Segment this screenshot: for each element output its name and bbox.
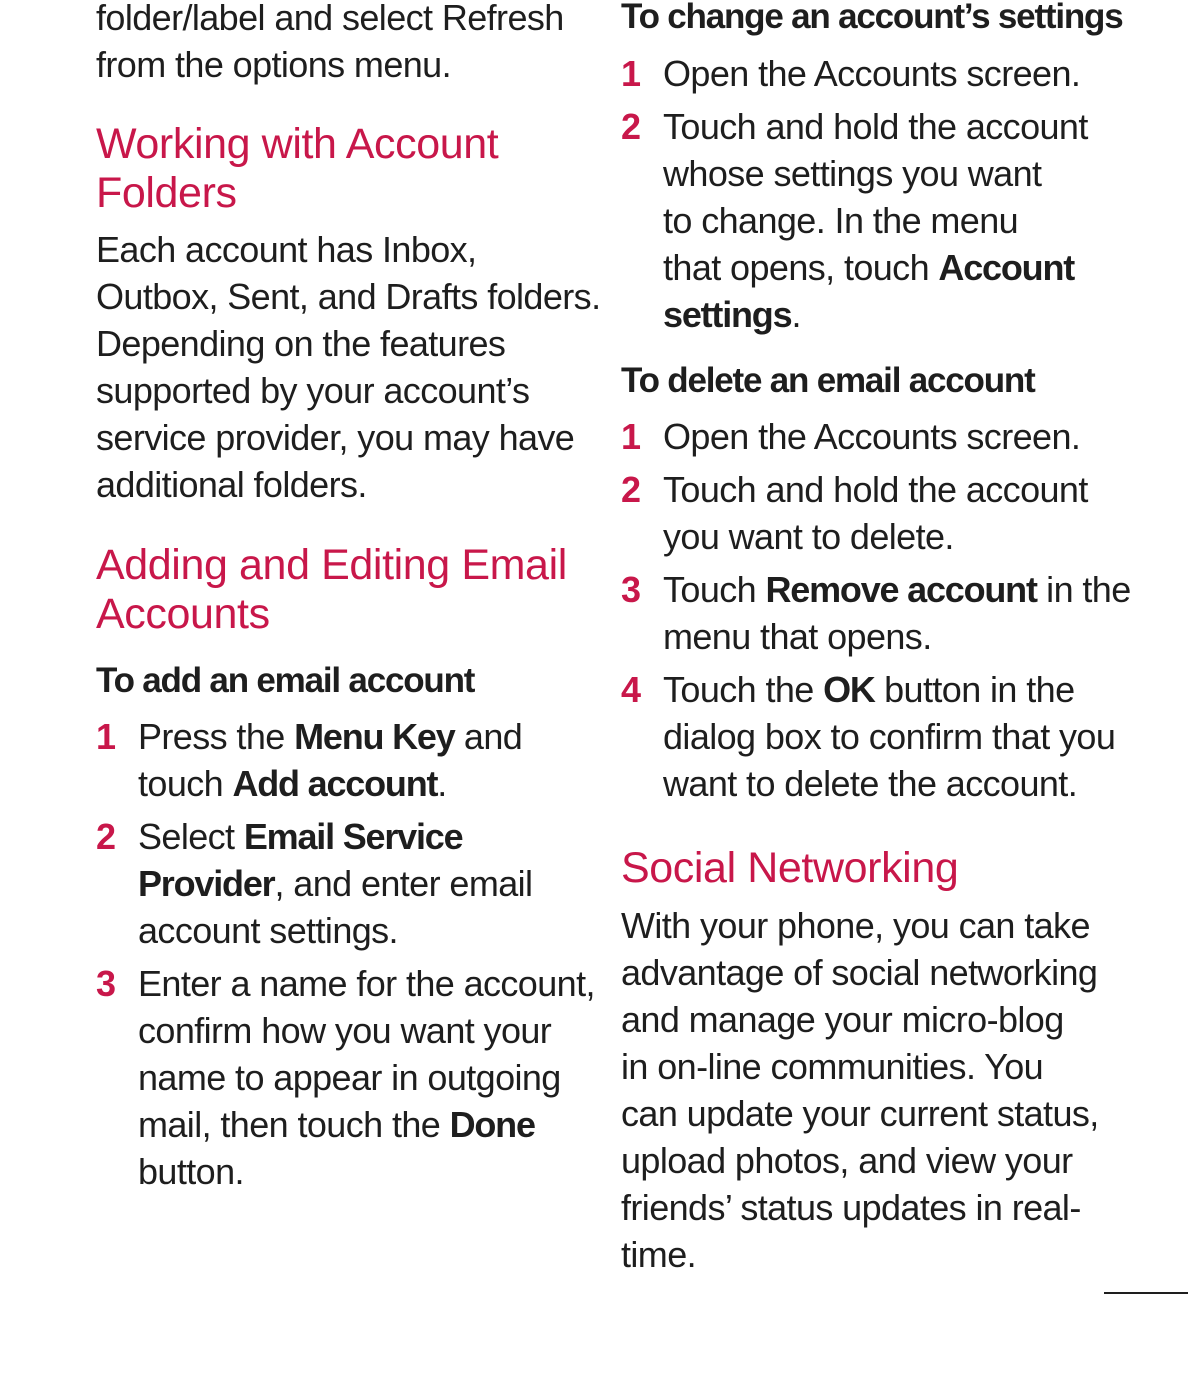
delete-step-1: 1 Open the Accounts screen. xyxy=(621,416,1081,457)
add-step-2: 2 Select Email Service Provider, and enter email account settings. xyxy=(96,816,533,951)
page-footer-rule xyxy=(1104,1292,1188,1294)
delete-account-steps xyxy=(621,413,1141,807)
add-step-3: 3 Enter a name for the account, confirm how you want your name to appear in outgoing mail, then touch the Done button. xyxy=(96,963,595,1192)
social-networking-body: With your phone, you can take advantage of social networking and manage your micro-blog in on-line communities. You can update your current status, upload photos, and view your friends’ status updates in real- time. xyxy=(621,905,1099,1275)
delete-step-3: 3 Touch Remove account in the menu that opens. xyxy=(621,569,1131,657)
intro-text: folder/label and select Refresh from the options menu. xyxy=(96,0,564,85)
add-step-1: 1 Press the Menu Key and touch Add account. xyxy=(96,716,523,804)
change-step-1: 1 Open the Accounts screen. xyxy=(621,53,1081,94)
adding-heading: Adding and Editing Email Accounts xyxy=(96,541,567,638)
change-step-2: 2 Touch and hold the account whose settings you want to change. In the menu that opens, touch Account settings. xyxy=(621,106,1088,335)
add-account-steps xyxy=(96,713,616,1195)
change-settings-steps xyxy=(621,50,1141,338)
delete-step-4: 4 Touch the OK button in the dialog box to confirm that you want to delete the account. xyxy=(621,669,1116,804)
social-networking-heading: Social Networking xyxy=(621,844,959,892)
delete-account-subheading: To delete an email account xyxy=(621,361,1035,400)
change-settings-subheading: To change an account’s settings xyxy=(621,0,1123,36)
add-account-subheading: To add an email account xyxy=(96,661,475,700)
folders-body: Each account has Inbox, Outbox, Sent, and Drafts folders. Depending on the features supported by your account’s service provider, you may have additional folders. xyxy=(96,229,601,505)
delete-step-2: 2 Touch and hold the account you want to delete. xyxy=(621,469,1088,557)
folders-heading: Working with Account Folders xyxy=(96,120,499,217)
